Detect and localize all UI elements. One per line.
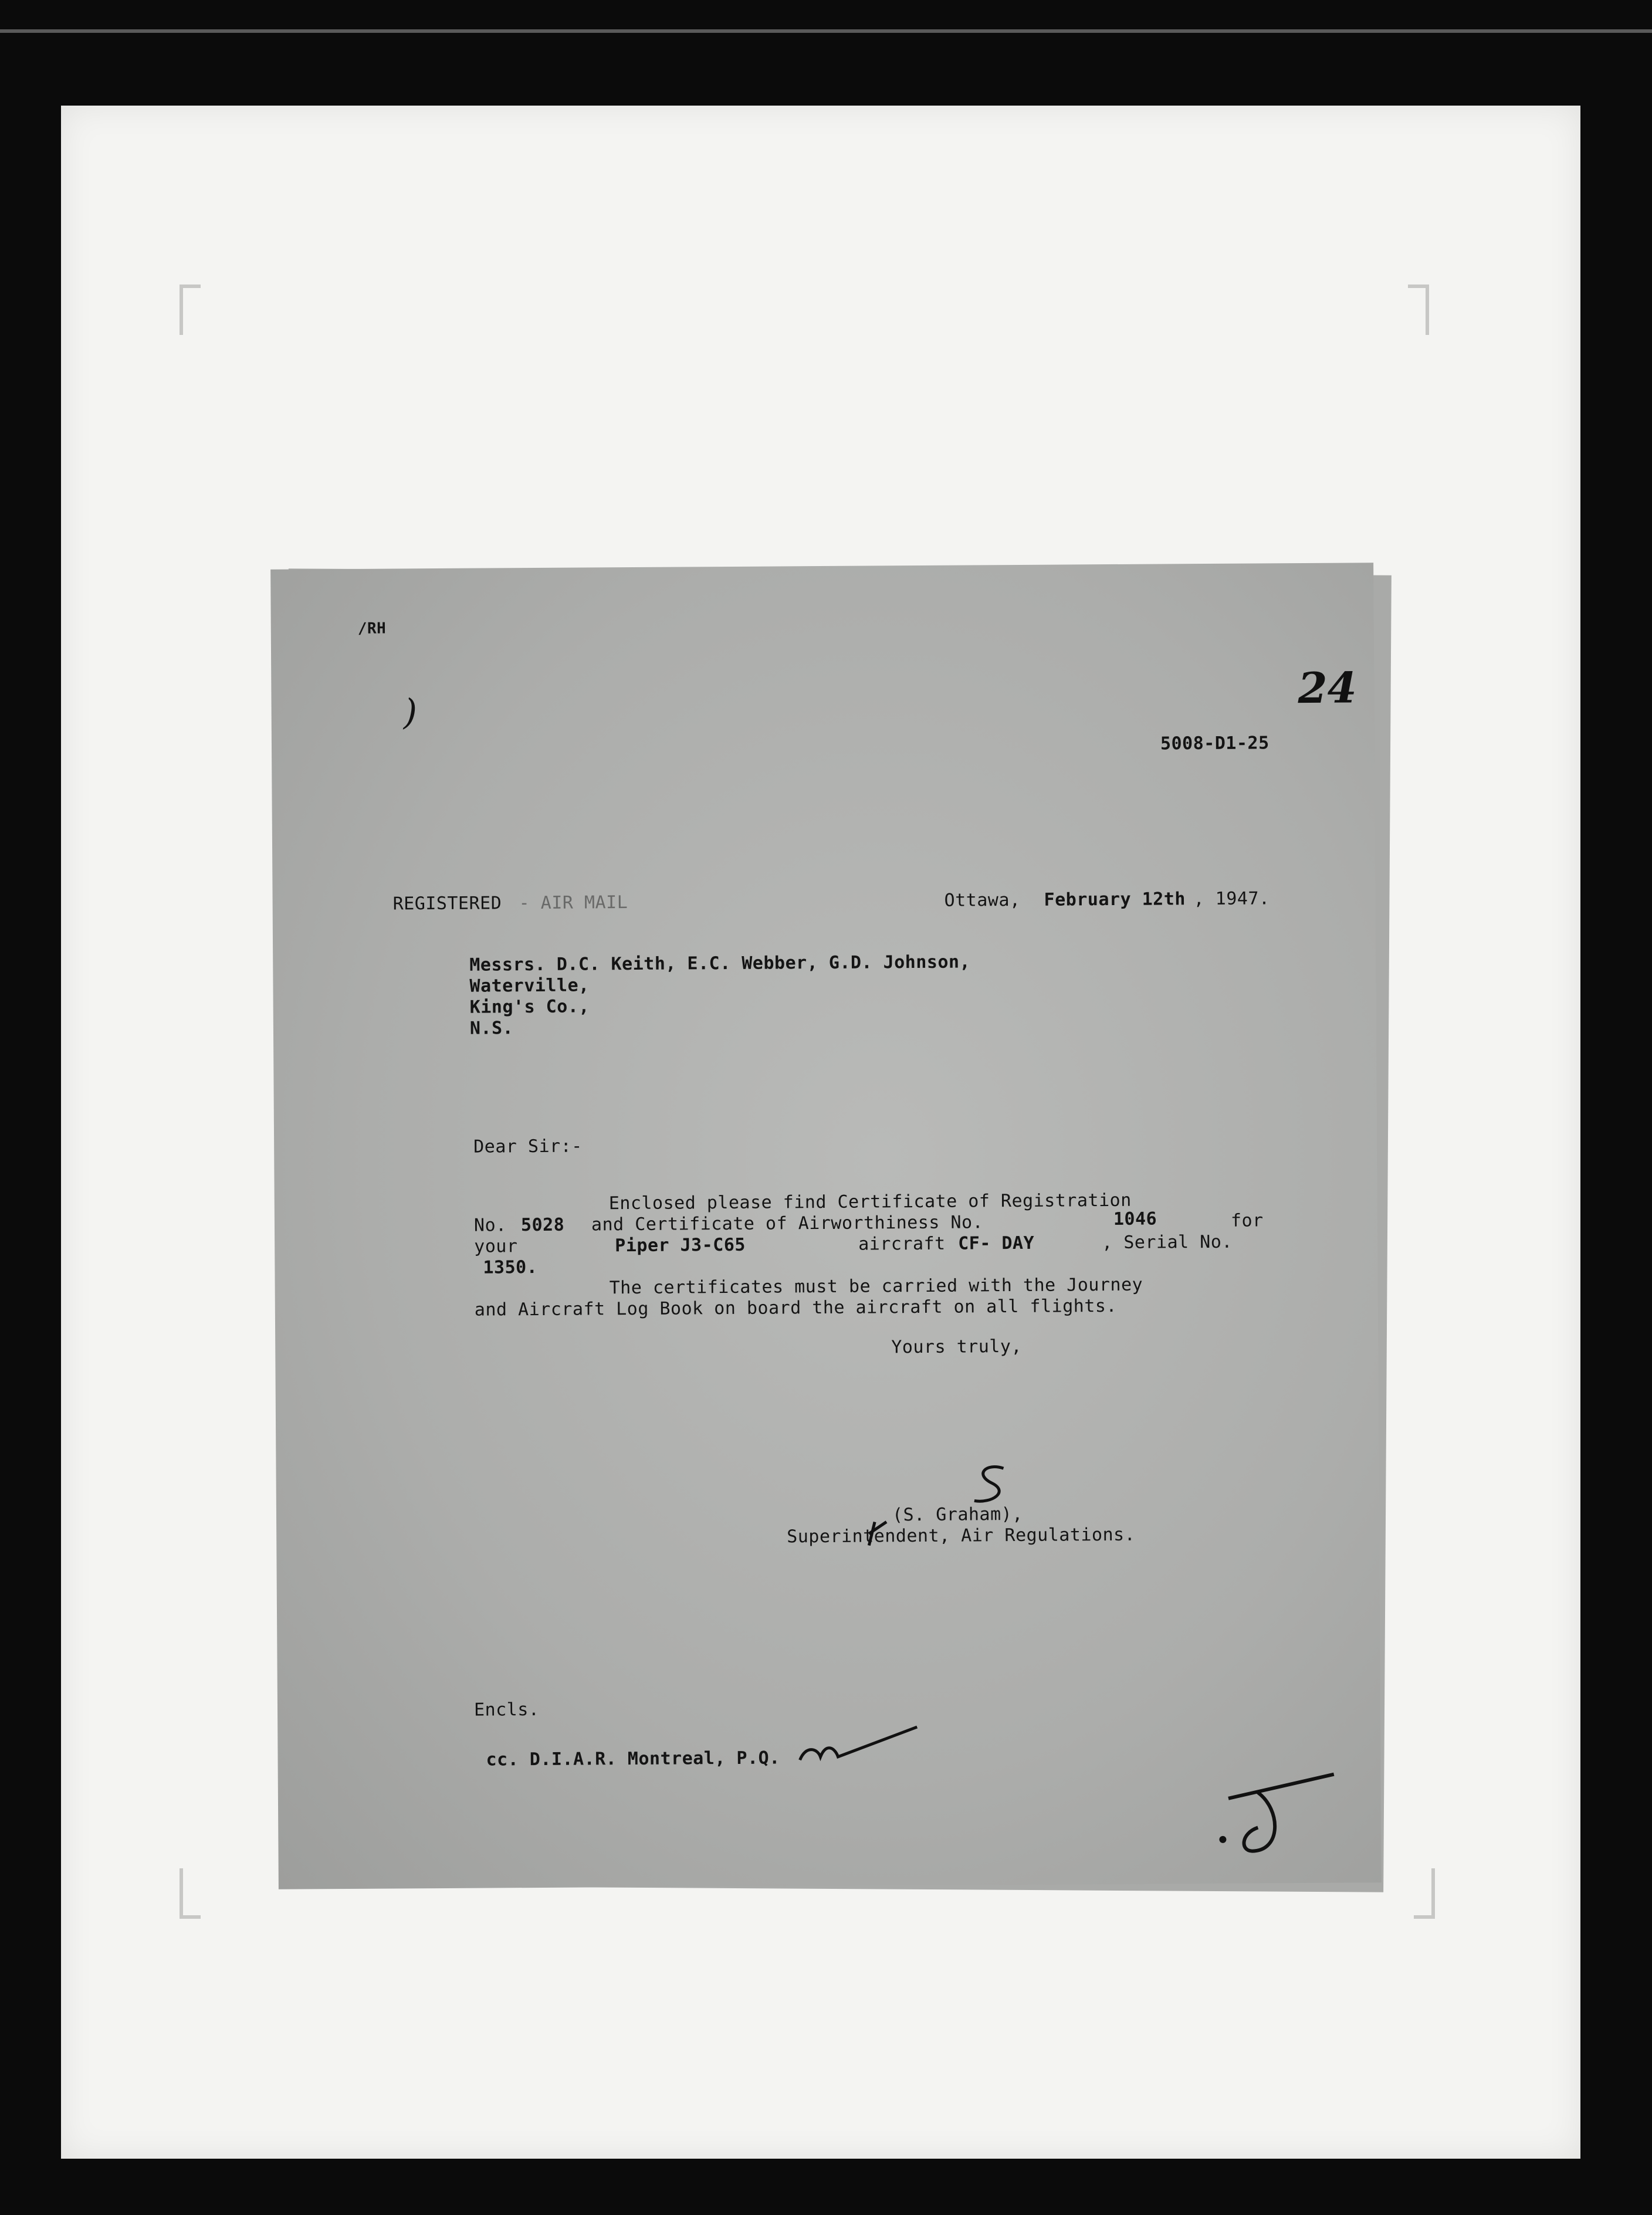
crop-mark-bottom-left: [180, 1868, 201, 1919]
body-line-1: Enclosed please find Certificate of Registration: [608, 1190, 1132, 1214]
handwritten-d-mark: [1217, 1763, 1340, 1863]
airworthiness-number: 1046: [1113, 1208, 1157, 1230]
body-line-2-no: No.: [473, 1215, 507, 1236]
registered-label: REGISTERED: [392, 893, 502, 915]
hand-mark: ): [403, 692, 418, 733]
film-edge: [0, 29, 1652, 33]
body-line-2-for: for: [1230, 1210, 1264, 1231]
address-line-4: N.S.: [469, 1018, 514, 1039]
typist-initials: /RH: [357, 619, 387, 638]
serial-number: 1350.: [483, 1257, 538, 1278]
body-line-3-serial: , Serial No.: [1102, 1231, 1233, 1254]
salutation: Dear Sir:-: [473, 1136, 583, 1157]
closing: Yours truly,: [891, 1336, 1023, 1358]
crop-mark-top-left: [180, 285, 201, 335]
file-number: 5008-D1-25: [1160, 733, 1270, 754]
body-line-2-text: and Certificate of Airworthiness No.: [591, 1212, 984, 1235]
registration-number: 5028: [520, 1214, 565, 1236]
address-line-2: Waterville,: [469, 975, 590, 997]
body-line-3-aircraft: aircraft: [858, 1233, 946, 1255]
crop-mark-bottom-right: [1414, 1868, 1435, 1919]
letter-year: , 1947.: [1193, 888, 1270, 910]
crop-mark-top-right: [1408, 285, 1429, 335]
air-mail-struck: - AIR MAIL: [519, 892, 628, 914]
body-line-6: and Aircraft Log Book on board the aircraft on all flights.: [474, 1295, 1118, 1320]
enclosures: Encls.: [473, 1699, 540, 1720]
carbon-copy: cc. D.I.A.R. Montreal, P.Q.: [486, 1747, 780, 1770]
aircraft-registration: CF- DAY: [958, 1232, 1035, 1254]
address-line-1: Messrs. D.C. Keith, E.C. Webber, G.D. Johnson,: [469, 951, 971, 976]
aircraft-type: Piper J3-C65: [615, 1234, 746, 1256]
letter-date: February 12th: [1044, 889, 1186, 910]
signatory-name: (S. Graham),: [892, 1503, 1023, 1526]
address-line-3: King's Co.,: [469, 996, 590, 1018]
cc-handwritten-mark: [794, 1715, 923, 1769]
city: Ottawa,: [944, 889, 1021, 911]
handwritten-page-number: 24: [1298, 662, 1357, 713]
body-line-5: The certificates must be carried with the Journey: [609, 1274, 1143, 1299]
signatory-title: Superintendent, Air Regulations.: [787, 1524, 1136, 1547]
letter-page: [270, 563, 1382, 1889]
body-line-3-your: your: [474, 1236, 518, 1257]
